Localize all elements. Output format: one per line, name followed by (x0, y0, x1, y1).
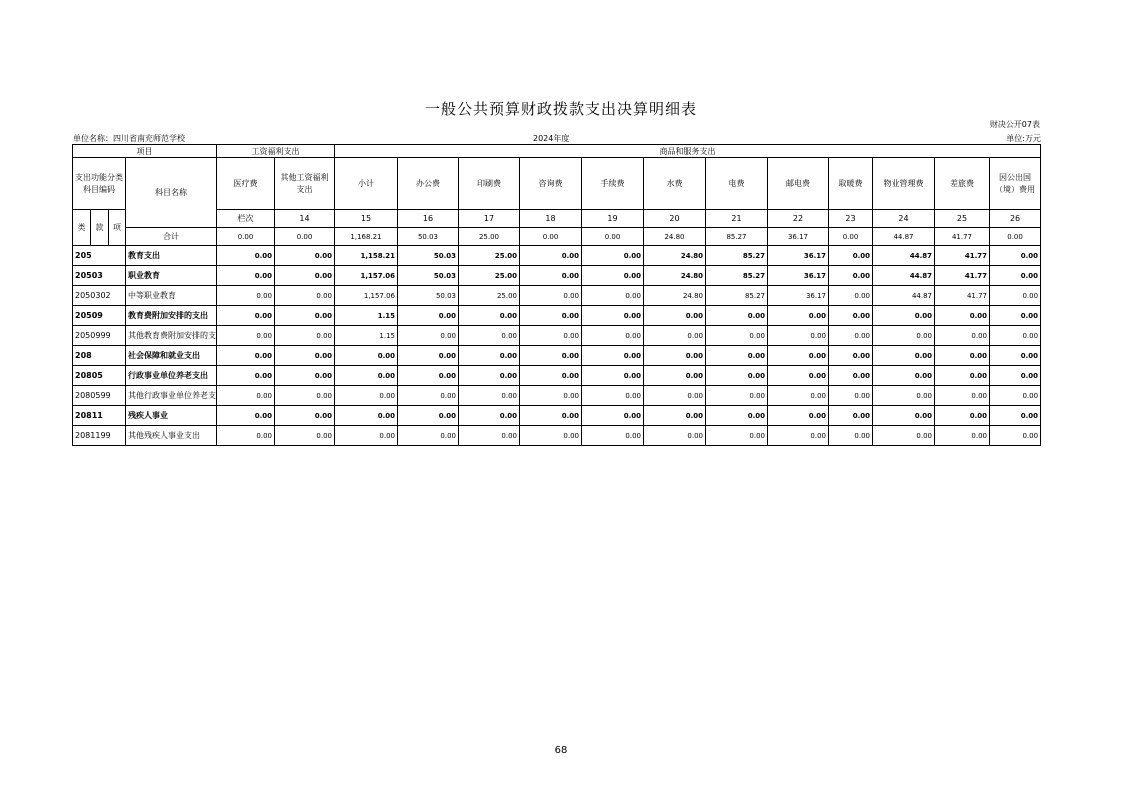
amount-cell: 0.00 (398, 366, 459, 386)
amount-cell: 0.00 (873, 366, 935, 386)
table-row (73, 326, 1041, 346)
amount-cell: 0.00 (335, 386, 398, 406)
amount-cell: 0.00 (582, 366, 644, 386)
amount-cell: 0.00 (582, 326, 644, 346)
subject-name: 其他残疾人事业支出 (126, 426, 217, 446)
amount-cell: 0.00 (520, 306, 582, 326)
column-header: 物业管理费 (873, 158, 935, 210)
amount-cell: 0.00 (706, 346, 768, 366)
amount-cell: 0.00 (873, 426, 935, 446)
column-header: 咨询费 (520, 158, 582, 210)
amount-cell: 0.00 (990, 326, 1041, 346)
amount-cell: 0.00 (520, 286, 582, 306)
amount-cell: 0.00 (335, 366, 398, 386)
amount-cell: 24.80 (644, 266, 706, 286)
column-number: 25 (935, 210, 990, 228)
currency-unit: 单位:万元 (1006, 134, 1041, 143)
amount-cell: 0.00 (217, 266, 275, 286)
form-code: 财决公开07表 (989, 120, 1040, 129)
amount-cell: 85.27 (706, 266, 768, 286)
column-number: 23 (829, 210, 873, 228)
subject-code: 2080599 (73, 386, 126, 406)
amount-cell: 0.00 (582, 346, 644, 366)
amount-cell: 0.00 (706, 326, 768, 346)
amount-cell: 0.00 (935, 346, 990, 366)
amount-cell: 0.00 (829, 346, 873, 366)
amount-cell: 0.00 (217, 386, 275, 406)
column-number: 19 (582, 210, 644, 228)
amount-cell: 0.00 (706, 406, 768, 426)
subject-code: 20805 (73, 366, 126, 386)
total-value: 25.00 (459, 228, 520, 246)
column-number: 24 (873, 210, 935, 228)
table-row (73, 366, 1041, 386)
amount-cell: 0.00 (829, 266, 873, 286)
amount-cell: 85.27 (706, 246, 768, 266)
unit-name: 单位名称：四川省南充师范学校 (73, 134, 185, 143)
amount-cell: 0.00 (335, 346, 398, 366)
column-number: 26 (990, 210, 1041, 228)
amount-cell: 0.00 (768, 346, 829, 366)
amount-cell: 0.00 (398, 346, 459, 366)
amount-cell: 0.00 (275, 386, 335, 406)
amount-cell: 0.00 (398, 386, 459, 406)
total-value: 41.77 (935, 228, 990, 246)
amount-cell: 0.00 (873, 346, 935, 366)
total-value: 0.00 (275, 228, 335, 246)
column-header: 差旅费 (935, 158, 990, 210)
amount-cell: 41.77 (935, 266, 990, 286)
table-row (73, 286, 1041, 306)
amount-cell: 0.00 (335, 406, 398, 426)
amount-cell: 0.00 (582, 286, 644, 306)
amount-cell: 0.00 (644, 426, 706, 446)
subject-name: 行政事业单位养老支出 (126, 366, 217, 386)
amount-cell: 0.00 (990, 246, 1041, 266)
amount-cell: 0.00 (217, 366, 275, 386)
subject-code: 205 (73, 246, 126, 266)
amount-cell: 0.00 (644, 306, 706, 326)
subject-name: 其他行政事业单位养老支 (126, 386, 217, 406)
column-number: 20 (644, 210, 706, 228)
subject-code: 208 (73, 346, 126, 366)
amount-cell: 0.00 (990, 346, 1041, 366)
column-number: 22 (768, 210, 829, 228)
column-number: 21 (706, 210, 768, 228)
amount-cell: 0.00 (335, 426, 398, 446)
subject-code: 2050999 (73, 326, 126, 346)
amount-cell: 0.00 (582, 266, 644, 286)
amount-cell: 50.03 (398, 266, 459, 286)
kuan-header: 款 (91, 210, 109, 246)
amount-cell: 25.00 (459, 266, 520, 286)
amount-cell: 0.00 (873, 406, 935, 426)
amount-cell: 0.00 (217, 306, 275, 326)
amount-cell: 0.00 (520, 366, 582, 386)
amount-cell: 0.00 (935, 326, 990, 346)
amount-cell: 0.00 (829, 426, 873, 446)
column-number: 16 (398, 210, 459, 228)
amount-cell: 0.00 (217, 246, 275, 266)
amount-cell: 44.87 (873, 266, 935, 286)
subject-name: 职业教育 (126, 266, 217, 286)
amount-cell: 0.00 (706, 386, 768, 406)
table-row (73, 406, 1041, 426)
column-number: 14 (275, 210, 335, 228)
column-header: 取暖费 (829, 158, 873, 210)
amount-cell: 0.00 (644, 386, 706, 406)
table-row (73, 426, 1041, 446)
amount-cell: 1,157.06 (335, 266, 398, 286)
amount-cell: 0.00 (990, 426, 1041, 446)
amount-cell: 0.00 (275, 266, 335, 286)
amount-cell: 1,157.06 (335, 286, 398, 306)
amount-cell: 25.00 (459, 246, 520, 266)
amount-cell: 0.00 (520, 386, 582, 406)
amount-cell: 0.00 (582, 246, 644, 266)
amount-cell: 0.00 (768, 306, 829, 326)
column-header: 办公费 (398, 158, 459, 210)
amount-cell: 0.00 (990, 406, 1041, 426)
amount-cell: 0.00 (873, 386, 935, 406)
amount-cell: 0.00 (582, 386, 644, 406)
amount-cell: 0.00 (829, 366, 873, 386)
goods-group-header: 商品和服务支出 (335, 145, 1041, 158)
amount-cell: 0.00 (990, 266, 1041, 286)
column-header: 小计 (335, 158, 398, 210)
table-row (73, 246, 1041, 266)
amount-cell: 0.00 (582, 426, 644, 446)
amount-cell: 0.00 (459, 386, 520, 406)
amount-cell: 0.00 (935, 306, 990, 326)
amount-cell: 0.00 (459, 346, 520, 366)
amount-cell: 24.80 (644, 246, 706, 266)
project-header: 项目 (73, 145, 217, 158)
total-value: 50.03 (398, 228, 459, 246)
amount-cell: 0.00 (459, 326, 520, 346)
amount-cell: 41.77 (935, 286, 990, 306)
amount-cell: 0.00 (520, 406, 582, 426)
amount-cell: 0.00 (935, 406, 990, 426)
subject-code: 2050302 (73, 286, 126, 306)
amount-cell: 0.00 (275, 246, 335, 266)
amount-cell: 0.00 (768, 426, 829, 446)
amount-cell: 44.87 (873, 246, 935, 266)
column-header: 印刷费 (459, 158, 520, 210)
amount-cell: 0.00 (935, 426, 990, 446)
column-header: 电费 (706, 158, 768, 210)
amount-cell: 0.00 (935, 366, 990, 386)
total-label: 合计 (126, 228, 217, 246)
amount-cell: 0.00 (644, 406, 706, 426)
amount-cell: 0.00 (706, 426, 768, 446)
amount-cell: 0.00 (706, 366, 768, 386)
amount-cell: 0.00 (459, 426, 520, 446)
amount-cell: 0.00 (990, 306, 1041, 326)
amount-cell: 0.00 (275, 346, 335, 366)
amount-cell: 0.00 (768, 386, 829, 406)
column-number: 17 (459, 210, 520, 228)
amount-cell: 24.80 (644, 286, 706, 306)
amount-cell: 0.00 (275, 366, 335, 386)
amount-cell: 0.00 (829, 286, 873, 306)
name-column-header: 科目名称 (126, 158, 217, 228)
total-value: 0.00 (829, 228, 873, 246)
total-value: 85.27 (706, 228, 768, 246)
expenditure-table (72, 144, 1041, 446)
amount-cell: 41.77 (935, 246, 990, 266)
amount-cell: 0.00 (706, 306, 768, 326)
subject-name: 教育费附加安排的支出 (126, 306, 217, 326)
amount-cell: 0.00 (398, 306, 459, 326)
total-value: 24.80 (644, 228, 706, 246)
subject-name: 其他教育费附加安排的支 (126, 326, 217, 346)
xiang-header: 项 (109, 210, 126, 246)
code-column-header: 支出功能分类科目编码 (73, 158, 126, 210)
total-value: 0.00 (217, 228, 275, 246)
amount-cell: 50.03 (398, 246, 459, 266)
subject-name: 社会保障和就业支出 (126, 346, 217, 366)
amount-cell: 0.00 (275, 286, 335, 306)
total-value: 36.17 (768, 228, 829, 246)
subject-code: 2081199 (73, 426, 126, 446)
amount-cell: 0.00 (520, 266, 582, 286)
page-number: 68 (554, 745, 568, 756)
amount-cell: 0.00 (644, 366, 706, 386)
subject-code: 20509 (73, 306, 126, 326)
subject-code: 20503 (73, 266, 126, 286)
amount-cell: 85.27 (706, 286, 768, 306)
amount-cell: 50.03 (398, 286, 459, 306)
column-number: 18 (520, 210, 582, 228)
amount-cell: 0.00 (644, 346, 706, 366)
column-number: 15 (335, 210, 398, 228)
amount-cell: 0.00 (990, 286, 1041, 306)
amount-cell: 1.15 (335, 326, 398, 346)
amount-cell: 0.00 (217, 406, 275, 426)
amount-cell: 0.00 (768, 366, 829, 386)
page-title: 一般公共预算财政拨款支出决算明细表 (424, 100, 697, 118)
amount-cell: 1.15 (335, 306, 398, 326)
meta-line (73, 133, 1041, 143)
column-header: 医疗费 (217, 158, 275, 210)
amount-cell: 0.00 (398, 326, 459, 346)
amount-cell: 36.17 (768, 246, 829, 266)
amount-cell: 0.00 (582, 306, 644, 326)
amount-cell: 0.00 (873, 306, 935, 326)
amount-cell: 0.00 (459, 306, 520, 326)
report-year: 2024年度 (533, 134, 570, 143)
amount-cell: 0.00 (829, 406, 873, 426)
amount-cell: 0.00 (275, 426, 335, 446)
column-header: 水费 (644, 158, 706, 210)
column-header: 邮电费 (768, 158, 829, 210)
table-row (73, 266, 1041, 286)
amount-cell: 0.00 (520, 426, 582, 446)
lei-header: 类 (73, 210, 91, 246)
amount-cell: 25.00 (459, 286, 520, 306)
amount-cell: 0.00 (520, 246, 582, 266)
subject-name: 残疾人事业 (126, 406, 217, 426)
amount-cell: 1,158.21 (335, 246, 398, 266)
amount-cell: 0.00 (644, 326, 706, 346)
amount-cell: 36.17 (768, 286, 829, 306)
lanci-label: 栏次 (217, 210, 275, 228)
amount-cell: 44.87 (873, 286, 935, 306)
table-row (73, 306, 1041, 326)
column-header: 手续费 (582, 158, 644, 210)
total-value: 0.00 (990, 228, 1041, 246)
total-value: 0.00 (582, 228, 644, 246)
amount-cell: 0.00 (873, 326, 935, 346)
amount-cell: 0.00 (990, 386, 1041, 406)
amount-cell: 0.00 (520, 326, 582, 346)
column-header: 其他工资福利支出 (275, 158, 335, 210)
amount-cell: 0.00 (398, 406, 459, 426)
amount-cell: 0.00 (398, 426, 459, 446)
amount-cell: 0.00 (768, 406, 829, 426)
subject-name: 教育支出 (126, 246, 217, 266)
amount-cell: 0.00 (275, 406, 335, 426)
table-row (73, 346, 1041, 366)
amount-cell: 0.00 (829, 246, 873, 266)
total-value: 0.00 (520, 228, 582, 246)
total-value: 1,168.21 (335, 228, 398, 246)
amount-cell: 36.17 (768, 266, 829, 286)
amount-cell: 0.00 (768, 326, 829, 346)
amount-cell: 0.00 (217, 346, 275, 366)
table-row (73, 386, 1041, 406)
amount-cell: 0.00 (520, 346, 582, 366)
amount-cell: 0.00 (275, 326, 335, 346)
salary-group-header: 工资福利支出 (217, 145, 335, 158)
amount-cell: 0.00 (217, 286, 275, 306)
column-header: 因公出国（境）费用 (990, 158, 1041, 210)
amount-cell: 0.00 (217, 426, 275, 446)
amount-cell: 0.00 (459, 366, 520, 386)
amount-cell: 0.00 (990, 366, 1041, 386)
amount-cell: 0.00 (459, 406, 520, 426)
amount-cell: 0.00 (829, 306, 873, 326)
amount-cell: 0.00 (217, 326, 275, 346)
subject-name: 中等职业教育 (126, 286, 217, 306)
amount-cell: 0.00 (829, 386, 873, 406)
amount-cell: 0.00 (275, 306, 335, 326)
subject-code: 20811 (73, 406, 126, 426)
amount-cell: 0.00 (935, 386, 990, 406)
amount-cell: 0.00 (582, 406, 644, 426)
total-value: 44.87 (873, 228, 935, 246)
amount-cell: 0.00 (829, 326, 873, 346)
